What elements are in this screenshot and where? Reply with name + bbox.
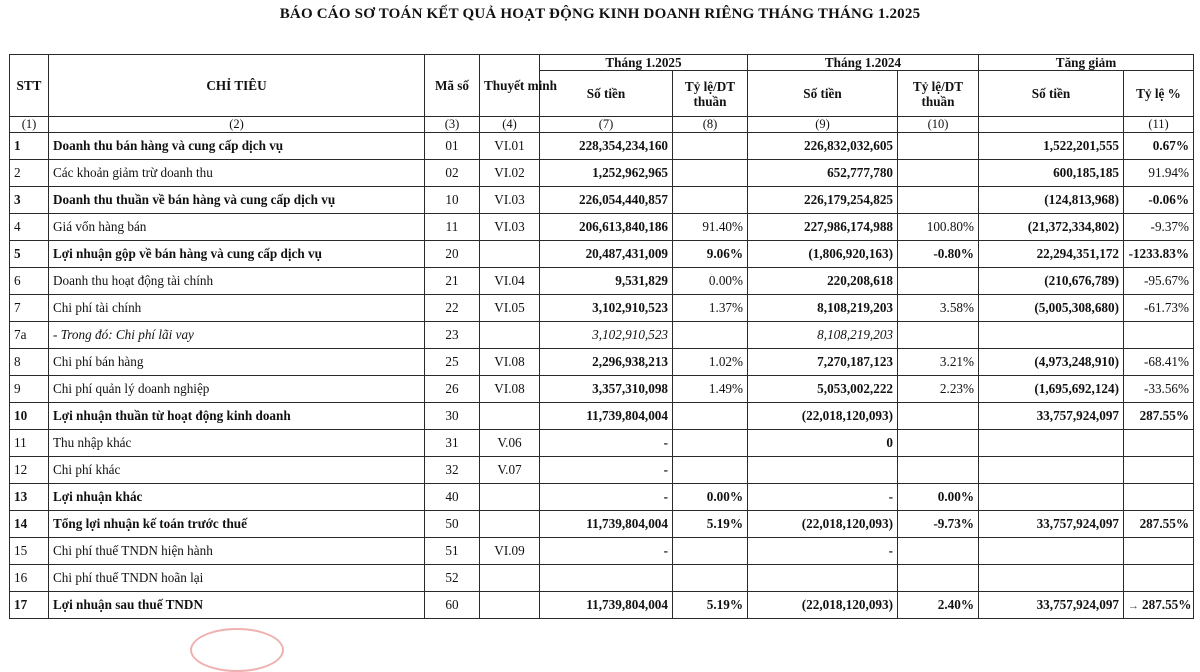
row-note: VI.03	[480, 214, 540, 241]
row-amount-2024: 226,179,254,825	[748, 187, 898, 214]
row-diff-pct	[1124, 430, 1194, 457]
row-stt: 4	[10, 214, 49, 241]
row-diff-amount: 22,294,351,172	[979, 241, 1124, 268]
row-code: 11	[425, 214, 480, 241]
row-code: 60	[425, 592, 480, 619]
row-note: V.06	[480, 430, 540, 457]
row-diff-amount: (4,973,248,910)	[979, 349, 1124, 376]
row-amount-2025: 11,739,804,004	[540, 403, 673, 430]
row-amount-2024	[748, 565, 898, 592]
row-code: 02	[425, 160, 480, 187]
header-ty-le-2025: Tỷ lệ/DT thuần	[673, 71, 748, 117]
row-ratio-2024	[898, 538, 979, 565]
row-amount-2024: 226,832,032,605	[748, 133, 898, 160]
row-amount-2025: 9,531,829	[540, 268, 673, 295]
row-ratio-2025	[673, 322, 748, 349]
table-row	[10, 403, 1194, 430]
row-stt: 1	[10, 133, 49, 160]
row-ratio-2025: 1.02%	[673, 349, 748, 376]
row-amount-2024	[748, 457, 898, 484]
row-diff-amount: 33,757,924,097	[979, 592, 1124, 619]
row-code: 32	[425, 457, 480, 484]
row-code: 31	[425, 430, 480, 457]
row-ratio-2024	[898, 457, 979, 484]
row-amount-2024: (22,018,120,093)	[748, 592, 898, 619]
row-diff-pct	[1124, 592, 1194, 619]
header-thang-2025: Tháng 1.2025	[540, 55, 748, 71]
row-note	[480, 403, 540, 430]
row-ratio-2024	[898, 187, 979, 214]
row-ratio-2024: 3.58%	[898, 295, 979, 322]
row-diff-pct	[1124, 538, 1194, 565]
row-code: 21	[425, 268, 480, 295]
row-diff-amount: (1,695,692,124)	[979, 376, 1124, 403]
row-amount-2024: 7,270,187,123	[748, 349, 898, 376]
header-so-tien-2024: Số tiền	[748, 71, 898, 117]
row-ratio-2024: 100.80%	[898, 214, 979, 241]
table-row	[10, 322, 1194, 349]
row-ratio-2025	[673, 160, 748, 187]
row-diff-amount	[979, 484, 1124, 511]
row-amount-2024: 220,208,618	[748, 268, 898, 295]
row-amount-2024: 227,986,174,988	[748, 214, 898, 241]
table-row	[10, 133, 1194, 160]
row-ratio-2024: -9.73%	[898, 511, 979, 538]
row-code: 22	[425, 295, 480, 322]
row-amount-2025: -	[540, 538, 673, 565]
col-num: (3)	[425, 117, 480, 133]
header-ma-so: Mã số	[425, 55, 480, 117]
row-diff-amount	[979, 538, 1124, 565]
row-diff-pct: -33.56%	[1124, 376, 1194, 403]
row-note: VI.01	[480, 133, 540, 160]
table-row	[10, 457, 1194, 484]
row-diff-pct: 0.67%	[1124, 133, 1194, 160]
row-stt: 9	[10, 376, 49, 403]
row-note: VI.02	[480, 160, 540, 187]
column-number-row	[10, 117, 1194, 133]
header-ty-le-pct: Tỷ lệ %	[1124, 71, 1194, 117]
row-name: Chi phí khác	[49, 457, 425, 484]
row-note: V.07	[480, 457, 540, 484]
row-ratio-2025: 91.40%	[673, 214, 748, 241]
row-note: VI.09	[480, 538, 540, 565]
row-diff-amount: (21,372,334,802)	[979, 214, 1124, 241]
row-amount-2025: -	[540, 430, 673, 457]
col-num: (2)	[49, 117, 425, 133]
table-row	[10, 565, 1194, 592]
row-code: 26	[425, 376, 480, 403]
row-stt: 10	[10, 403, 49, 430]
row-ratio-2025	[673, 430, 748, 457]
table-row	[10, 268, 1194, 295]
row-stt: 7	[10, 295, 49, 322]
row-ratio-2025	[673, 538, 748, 565]
row-code: 01	[425, 133, 480, 160]
row-ratio-2024	[898, 322, 979, 349]
row-diff-amount	[979, 457, 1124, 484]
row-diff-pct	[1124, 457, 1194, 484]
row-name: Các khoản giảm trừ doanh thu	[49, 160, 425, 187]
row-code: 30	[425, 403, 480, 430]
row-note	[480, 484, 540, 511]
row-stt: 7a	[10, 322, 49, 349]
row-diff-amount: (5,005,308,680)	[979, 295, 1124, 322]
row-amount-2025: 226,054,440,857	[540, 187, 673, 214]
row-amount-2025: 11,739,804,004	[540, 592, 673, 619]
row-ratio-2025: 5.19%	[673, 511, 748, 538]
col-num: (7)	[540, 117, 673, 133]
row-amount-2025	[540, 565, 673, 592]
row-stt: 5	[10, 241, 49, 268]
row-ratio-2024	[898, 430, 979, 457]
row-stt: 17	[10, 592, 49, 619]
row-ratio-2024: 2.40%	[898, 592, 979, 619]
row-note	[480, 592, 540, 619]
row-stt: 12	[10, 457, 49, 484]
row-amount-2024: (22,018,120,093)	[748, 511, 898, 538]
table-row	[10, 376, 1194, 403]
col-num	[979, 117, 1124, 133]
row-diff-amount	[979, 430, 1124, 457]
row-name: Lợi nhuận khác	[49, 484, 425, 511]
row-ratio-2025	[673, 187, 748, 214]
col-num: (4)	[480, 117, 540, 133]
table-row	[10, 187, 1194, 214]
row-ratio-2025: 9.06%	[673, 241, 748, 268]
row-note: VI.08	[480, 376, 540, 403]
row-note: VI.03	[480, 187, 540, 214]
row-note	[480, 565, 540, 592]
row-amount-2025: 20,487,431,009	[540, 241, 673, 268]
row-code: 20	[425, 241, 480, 268]
row-code: 10	[425, 187, 480, 214]
row-stt: 2	[10, 160, 49, 187]
row-diff-pct: -95.67%	[1124, 268, 1194, 295]
row-name: Lợi nhuận thuần từ hoạt động kinh doanh	[49, 403, 425, 430]
row-name: Doanh thu thuần về bán hàng và cung cấp dịch vụ	[49, 187, 425, 214]
header-chi-tieu: CHỈ TIÊU	[49, 55, 425, 117]
row-diff-amount: 33,757,924,097	[979, 511, 1124, 538]
row-ratio-2025: 1.37%	[673, 295, 748, 322]
row-code: 52	[425, 565, 480, 592]
row-note: VI.05	[480, 295, 540, 322]
row-name: Thu nhập khác	[49, 430, 425, 457]
row-ratio-2025	[673, 457, 748, 484]
row-amount-2024: (1,806,920,163)	[748, 241, 898, 268]
row-stt: 13	[10, 484, 49, 511]
header-thuyet-minh: Thuyết minh	[480, 55, 540, 117]
row-name: Doanh thu hoạt động tài chính	[49, 268, 425, 295]
table-row	[10, 241, 1194, 268]
row-ratio-2025	[673, 133, 748, 160]
row-amount-2024: -	[748, 538, 898, 565]
row-amount-2025: -	[540, 457, 673, 484]
row-name: Chi phí bán hàng	[49, 349, 425, 376]
row-diff-pct-value: 287.55%	[1142, 597, 1192, 612]
row-name: Doanh thu bán hàng và cung cấp dịch vụ	[49, 133, 425, 160]
col-num: (8)	[673, 117, 748, 133]
row-amount-2025: -	[540, 484, 673, 511]
arrow-icon: →	[1128, 600, 1139, 612]
row-diff-amount: (124,813,968)	[979, 187, 1124, 214]
table-row	[10, 511, 1194, 538]
row-stt: 11	[10, 430, 49, 457]
row-note	[480, 511, 540, 538]
header-ty-le-2024: Tỷ lệ/DT thuần	[898, 71, 979, 117]
row-ratio-2025: 1.49%	[673, 376, 748, 403]
row-amount-2024: -	[748, 484, 898, 511]
row-stt: 14	[10, 511, 49, 538]
row-diff-pct: 287.55%	[1124, 511, 1194, 538]
header-so-tien-2025: Số tiền	[540, 71, 673, 117]
row-amount-2025: 1,252,962,965	[540, 160, 673, 187]
company-seal	[190, 628, 284, 672]
row-amount-2024: (22,018,120,093)	[748, 403, 898, 430]
row-diff-pct: -68.41%	[1124, 349, 1194, 376]
row-ratio-2025	[673, 403, 748, 430]
row-amount-2025: 3,102,910,523	[540, 322, 673, 349]
report-title: BÁO CÁO SƠ TOÁN KẾT QUẢ HOẠT ĐỘNG KINH DOANH RIÊNG THÁNG THÁNG 1.2025	[279, 6, 921, 22]
table-row	[10, 295, 1194, 322]
row-code: 40	[425, 484, 480, 511]
row-name: Tổng lợi nhuận kế toán trước thuế	[49, 511, 425, 538]
row-stt: 15	[10, 538, 49, 565]
row-amount-2024: 8,108,219,203	[748, 295, 898, 322]
row-diff-pct: -1233.83%	[1124, 241, 1194, 268]
row-ratio-2025: 5.19%	[673, 592, 748, 619]
row-amount-2025: 3,357,310,098	[540, 376, 673, 403]
row-code: 23	[425, 322, 480, 349]
row-amount-2024: 652,777,780	[748, 160, 898, 187]
header-thang-2024: Tháng 1.2024	[748, 55, 979, 71]
col-num: (9)	[748, 117, 898, 133]
row-ratio-2024: 0.00%	[898, 484, 979, 511]
table-row	[10, 430, 1194, 457]
row-amount-2025: 11,739,804,004	[540, 511, 673, 538]
row-stt: 8	[10, 349, 49, 376]
row-ratio-2024: 3.21%	[898, 349, 979, 376]
row-note: VI.08	[480, 349, 540, 376]
row-name: Lợi nhuận gộp về bán hàng và cung cấp dịch vụ	[49, 241, 425, 268]
row-diff-pct	[1124, 322, 1194, 349]
row-diff-pct	[1124, 565, 1194, 592]
income-statement-table	[9, 54, 1194, 619]
row-ratio-2024	[898, 403, 979, 430]
row-ratio-2025	[673, 565, 748, 592]
row-diff-amount	[979, 565, 1124, 592]
row-amount-2024: 5,053,002,222	[748, 376, 898, 403]
table-row	[10, 538, 1194, 565]
table-row	[10, 484, 1194, 511]
row-diff-pct: 91.94%	[1124, 160, 1194, 187]
row-note	[480, 322, 540, 349]
col-num: (1)	[10, 117, 49, 133]
row-amount-2025: 3,102,910,523	[540, 295, 673, 322]
row-amount-2025: 2,296,938,213	[540, 349, 673, 376]
row-amount-2025: 206,613,840,186	[540, 214, 673, 241]
row-diff-amount: 1,522,201,555	[979, 133, 1124, 160]
col-num: (11)	[1124, 117, 1194, 133]
row-stt: 16	[10, 565, 49, 592]
row-diff-pct: -9.37%	[1124, 214, 1194, 241]
row-code: 50	[425, 511, 480, 538]
row-name: Chi phí thuế TNDN hoãn lại	[49, 565, 425, 592]
table-row	[10, 214, 1194, 241]
row-diff-pct	[1124, 484, 1194, 511]
row-note	[480, 241, 540, 268]
row-code: 25	[425, 349, 480, 376]
row-ratio-2024	[898, 160, 979, 187]
row-diff-pct: -61.73%	[1124, 295, 1194, 322]
row-diff-amount	[979, 322, 1124, 349]
row-amount-2025: 228,354,234,160	[540, 133, 673, 160]
row-name: Lợi nhuận sau thuế TNDN	[49, 592, 425, 619]
row-diff-amount: (210,676,789)	[979, 268, 1124, 295]
row-ratio-2024	[898, 133, 979, 160]
row-stt: 6	[10, 268, 49, 295]
header-stt: STT	[10, 55, 49, 117]
row-note: VI.04	[480, 268, 540, 295]
row-name: Chi phí tài chính	[49, 295, 425, 322]
row-ratio-2024: -0.80%	[898, 241, 979, 268]
row-diff-amount: 33,757,924,097	[979, 403, 1124, 430]
row-ratio-2024	[898, 565, 979, 592]
row-ratio-2024	[898, 268, 979, 295]
row-name: Giá vốn hàng bán	[49, 214, 425, 241]
row-diff-amount: 600,185,185	[979, 160, 1124, 187]
row-ratio-2025: 0.00%	[673, 268, 748, 295]
header-tang-giam: Tăng giảm	[979, 55, 1194, 71]
row-stt: 3	[10, 187, 49, 214]
row-name: - Trong đó: Chi phí lãi vay	[49, 322, 425, 349]
row-amount-2024: 8,108,219,203	[748, 322, 898, 349]
row-ratio-2024: 2.23%	[898, 376, 979, 403]
row-diff-pct: 287.55%	[1124, 403, 1194, 430]
table-row	[10, 160, 1194, 187]
table-row	[10, 592, 1194, 619]
col-num: (10)	[898, 117, 979, 133]
header-so-tien-diff: Số tiền	[979, 71, 1124, 117]
row-name: Chi phí quản lý doanh nghiệp	[49, 376, 425, 403]
row-amount-2024: 0	[748, 430, 898, 457]
row-code: 51	[425, 538, 480, 565]
row-diff-pct: -0.06%	[1124, 187, 1194, 214]
row-name: Chi phí thuế TNDN hiện hành	[49, 538, 425, 565]
row-ratio-2025: 0.00%	[673, 484, 748, 511]
table-row	[10, 349, 1194, 376]
